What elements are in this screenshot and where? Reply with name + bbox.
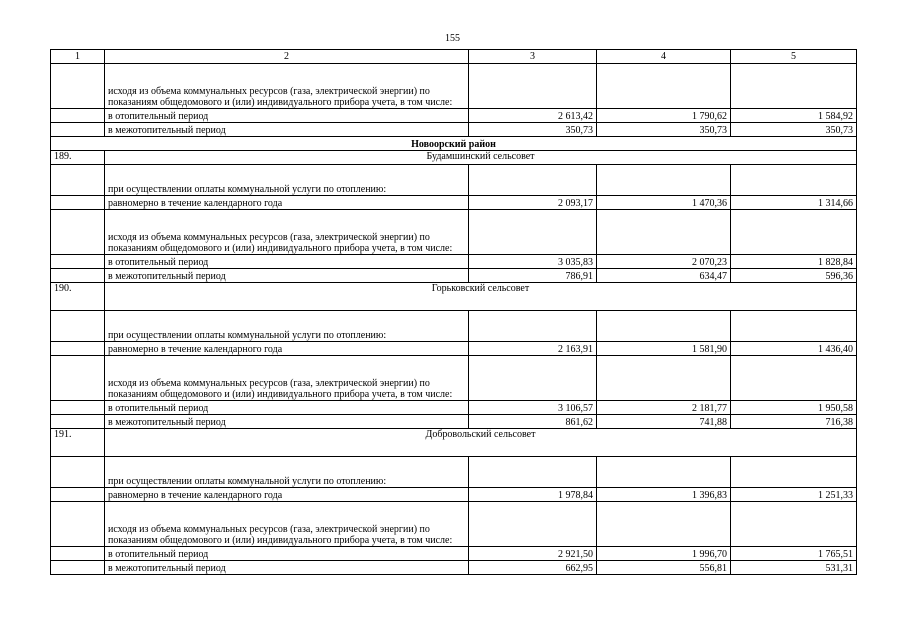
settlement-name: Будамшинский сельсовет: [105, 151, 857, 165]
row-number-cell: [51, 342, 105, 356]
value-cell-col3: [469, 165, 597, 196]
header-cell: 2: [105, 50, 469, 64]
header-cell: 3: [469, 50, 597, 64]
value-cell-col5: 1 314,66: [731, 196, 857, 210]
value-cell-col5: 1 950,58: [731, 401, 857, 415]
row-label-cell: равномерно в течение календарного года: [105, 488, 469, 502]
value-cell-col3: 786,91: [469, 269, 597, 283]
value-cell-col5: 1 765,51: [731, 547, 857, 561]
value-cell-col4: 634,47: [597, 269, 731, 283]
value-cell-col5: 531,31: [731, 561, 857, 575]
row-label-cell: в отопительный период: [105, 547, 469, 561]
value-cell-col4: 1 470,36: [597, 196, 731, 210]
value-cell-col5: 716,38: [731, 415, 857, 429]
settlement-name: Горьковский сельсовет: [105, 283, 857, 311]
row-number-cell: [51, 502, 105, 547]
settlement-number: 191.: [51, 429, 105, 457]
value-cell-col3: [469, 210, 597, 255]
value-cell-col5: [731, 210, 857, 255]
value-cell-col3: 3 035,83: [469, 255, 597, 269]
table-row: [51, 123, 857, 137]
row-number-cell: [51, 488, 105, 502]
row-label-cell: равномерно в течение календарного года: [105, 196, 469, 210]
row-label-cell: исходя из объема коммунальных ресурсов (газа, электрической энергии) по показаниям общедомового и (или) индивидуального прибора учета, в том числе:: [105, 210, 469, 255]
value-cell-col4: [597, 210, 731, 255]
table-row: [51, 561, 857, 575]
value-cell-col3: 2 613,42: [469, 109, 597, 123]
row-label-cell: в межотопительный период: [105, 561, 469, 575]
table-row: [51, 502, 857, 547]
row-number-cell: [51, 255, 105, 269]
row-number-cell: [51, 123, 105, 137]
table-row: [51, 196, 857, 210]
region-row: [51, 137, 857, 151]
tariff-table: [50, 49, 857, 575]
table-row: [51, 547, 857, 561]
row-number-cell: [51, 311, 105, 342]
value-cell-col5: [731, 457, 857, 488]
row-label-cell: в отопительный период: [105, 109, 469, 123]
value-cell-col4: [597, 311, 731, 342]
settlement-row: [51, 151, 857, 165]
row-number-cell: [51, 210, 105, 255]
value-cell-col3: 3 106,57: [469, 401, 597, 415]
table-row: [51, 415, 857, 429]
header-cell: 1: [51, 50, 105, 64]
value-cell-col3: 2 093,17: [469, 196, 597, 210]
row-label-cell: в межотопительный период: [105, 123, 469, 137]
value-cell-col3: [469, 64, 597, 109]
table-row: [51, 255, 857, 269]
table-row: [51, 401, 857, 415]
value-cell-col5: [731, 64, 857, 109]
row-label-cell: исходя из объема коммунальных ресурсов (газа, электрической энергии) по показаниям общедомового и (или) индивидуального прибора учета, в том числе:: [105, 356, 469, 401]
row-number-cell: [51, 196, 105, 210]
value-cell-col4: [597, 502, 731, 547]
value-cell-col4: [597, 165, 731, 196]
value-cell-col4: 2 070,23: [597, 255, 731, 269]
row-label-cell: при осуществлении оплаты коммунальной услуги по отоплению:: [105, 165, 469, 196]
region-name: Новоорский район: [51, 137, 857, 151]
table-row: [51, 109, 857, 123]
table-row: [51, 210, 857, 255]
table-row: [51, 488, 857, 502]
settlement-number: 190.: [51, 283, 105, 311]
row-label-cell: при осуществлении оплаты коммунальной услуги по отоплению:: [105, 457, 469, 488]
value-cell-col4: 2 181,77: [597, 401, 731, 415]
table-row: [51, 64, 857, 109]
value-cell-col5: 1 828,84: [731, 255, 857, 269]
value-cell-col4: 1 790,62: [597, 109, 731, 123]
value-cell-col4: 1 396,83: [597, 488, 731, 502]
page-bottom-margin: [0, 604, 905, 640]
row-number-cell: [51, 415, 105, 429]
value-cell-col5: 1 251,33: [731, 488, 857, 502]
row-number-cell: [51, 109, 105, 123]
header-cell: 5: [731, 50, 857, 64]
settlement-row: [51, 429, 857, 457]
value-cell-col5: [731, 356, 857, 401]
row-number-cell: [51, 165, 105, 196]
value-cell-col3: 2 921,50: [469, 547, 597, 561]
table-row: [51, 342, 857, 356]
table-row: [51, 165, 857, 196]
row-label-cell: в отопительный период: [105, 255, 469, 269]
value-cell-col3: 662,95: [469, 561, 597, 575]
value-cell-col5: 350,73: [731, 123, 857, 137]
header-cell: 4: [597, 50, 731, 64]
value-cell-col5: 1 584,92: [731, 109, 857, 123]
row-label-cell: в межотопительный период: [105, 415, 469, 429]
value-cell-col3: [469, 502, 597, 547]
value-cell-col5: [731, 311, 857, 342]
value-cell-col3: 2 163,91: [469, 342, 597, 356]
value-cell-col4: 741,88: [597, 415, 731, 429]
value-cell-col3: 861,62: [469, 415, 597, 429]
row-label-cell: в межотопительный период: [105, 269, 469, 283]
row-label-cell: в отопительный период: [105, 401, 469, 415]
value-cell-col4: [597, 457, 731, 488]
value-cell-col3: 350,73: [469, 123, 597, 137]
value-cell-col4: [597, 356, 731, 401]
row-label-cell: исходя из объема коммунальных ресурсов (газа, электрической энергии) по показаниям общедомового и (или) индивидуального прибора учета, в том числе:: [105, 64, 469, 109]
row-number-cell: [51, 356, 105, 401]
value-cell-col5: [731, 165, 857, 196]
value-cell-col3: 1 978,84: [469, 488, 597, 502]
row-number-cell: [51, 457, 105, 488]
row-number-cell: [51, 561, 105, 575]
row-number-cell: [51, 64, 105, 109]
row-number-cell: [51, 401, 105, 415]
value-cell-col4: 1 996,70: [597, 547, 731, 561]
value-cell-col3: [469, 311, 597, 342]
row-number-cell: [51, 547, 105, 561]
row-label-cell: при осуществлении оплаты коммунальной услуги по отоплению:: [105, 311, 469, 342]
value-cell-col5: [731, 502, 857, 547]
value-cell-col4: [597, 64, 731, 109]
table-row: [51, 311, 857, 342]
value-cell-col4: 1 581,90: [597, 342, 731, 356]
row-number-cell: [51, 269, 105, 283]
value-cell-col3: [469, 356, 597, 401]
row-label-cell: равномерно в течение календарного года: [105, 342, 469, 356]
page-number: 155: [445, 33, 460, 44]
table-row: [51, 269, 857, 283]
value-cell-col5: 1 436,40: [731, 342, 857, 356]
value-cell-col4: 556,81: [597, 561, 731, 575]
table-row: [51, 457, 857, 488]
table-header-row: [51, 50, 857, 64]
settlement-number: 189.: [51, 151, 105, 165]
value-cell-col4: 350,73: [597, 123, 731, 137]
settlement-row: [51, 283, 857, 311]
row-label-cell: исходя из объема коммунальных ресурсов (газа, электрической энергии) по показаниям общедомового и (или) индивидуального прибора учета, в том числе:: [105, 502, 469, 547]
value-cell-col5: 596,36: [731, 269, 857, 283]
value-cell-col3: [469, 457, 597, 488]
table-row: [51, 356, 857, 401]
settlement-name: Добровольский сельсовет: [105, 429, 857, 457]
